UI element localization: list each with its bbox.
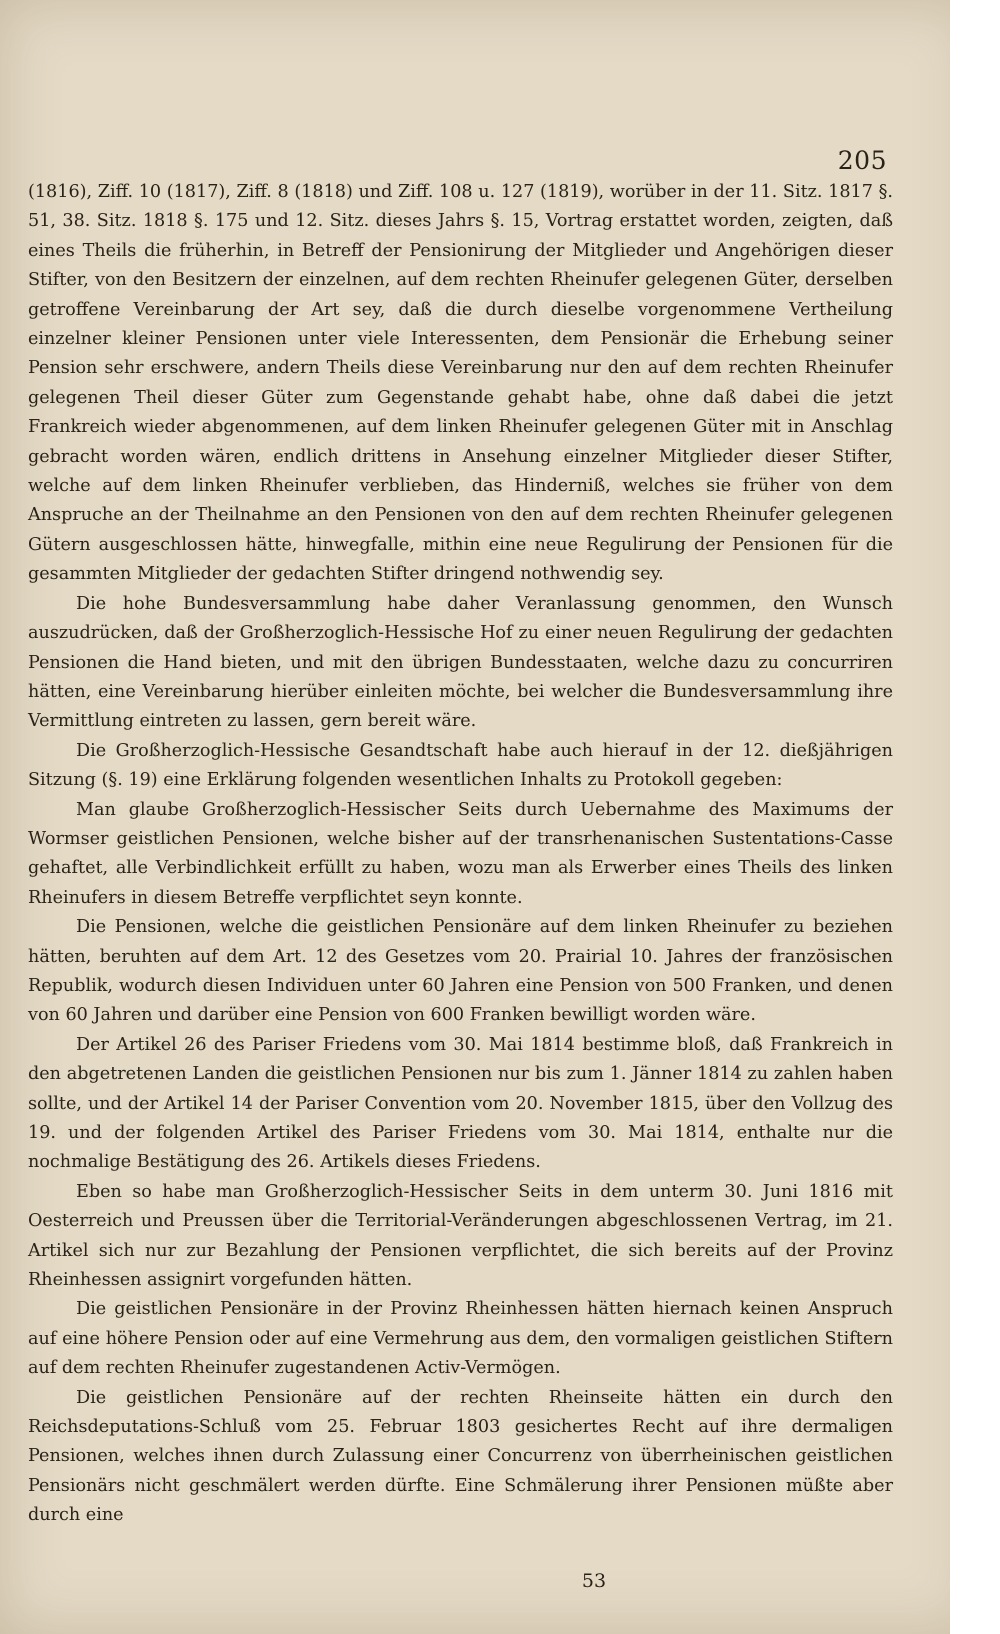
paragraph-1: (1816), Ziff. 10 (1817), Ziff. 8 (1818) und Ziff. 108 u. 127 (1819), worüber in der 11. Sitz. 1817 §. 51, 38. Sitz. 1818 §. 175 und 12. Sitz. dieses Jahrs §. 15, Vortrag erstattet worden, zeigten, daß eines Theils die früherhin, in Betreff der Pensionirung der Mitglieder und Angehörigen dieser Stifter, von den Besitzern der einzelnen, auf dem rechten Rheinufer gelegenen Güter, derselben getroffene Vereinbarung der Art sey, daß die durch dieselbe vorgenommene Vertheilung einzelner kleiner Pensionen unter viele Interessenten, dem Pensionär die Erhebung seiner Pension sehr erschwere, andern Theils diese Vereinbarung nur den auf dem rechten Rheinufer gelegenen Theil dieser Güter zum Gegenstande gehabt habe, ohne daß dabei die jetzt Frankreich wieder abgenommenen, auf dem linken Rheinufer gelegenen Güter mit in Anschlag gebracht worden wären, endlich drittens in Ansehung einzelner Mitglieder dieser Stifter, welche auf dem linken Rheinufer verblieben, das Hinderniß, welches sie früher von dem Anspruche an der Theilnahme an den Pensionen von den auf dem rechten Rheinufer gelegenen Gütern ausgeschlossen hätte, hinwegfalle, mithin eine neue Regulirung der Pensionen für die gesammten Mitglieder der gedachten Stifter dringend nothwendig sey. (28, 182, 893, 585)
page-edge (950, 0, 975, 1634)
paragraph-5: Die Pensionen, welche die geistlichen Pensionäre auf dem linken Rheinufer zu beziehen hätten, beruhten auf dem Art. 12 des Gesetzes vom 20. Prairial 10. Jahres der französischen Republik, wodurch diesen Individuen unter 60 Jahren eine Pension von 500 Franken, und denen von 60 Jahren und darüber eine Pension von 600 Franken bewilligt worden wäre. (28, 917, 893, 1026)
paragraph-9: Die geistlichen Pensionäre auf der rechten Rheinseite hätten ein durch den Reichsdeputations-Schluß vom 25. Februar 1803 gesichertes Recht auf ihre dermaligen Pensionen, welches ihnen durch Zulassung einer Concurrenz von überrheinischen geistlichen Pensionärs nicht geschmälert werden dürfte. Eine Schmälerung ihrer Pensionen müßte aber durch eine (28, 1387, 893, 1526)
paragraph-8: Die geistlichen Pensionäre in der Provinz Rheinhessen hätten hiernach keinen Anspruch auf eine höhere Pension oder auf eine Vermehrung aus dem, den vormaligen geistlichen Stiftern auf dem rechten Rheinufer zugestandenen Activ-Vermögen. (28, 1299, 893, 1379)
paragraph-7: Eben so habe man Großherzoglich-Hessischer Seits in dem unterm 30. Juni 1816 mit Oesterreich und Preussen über die Territorial-Veränderungen abgeschlossenen Vertrag, im 21. Artikel sich nur zur Bezahlung der Pensionen verpflichtet, die sich bereits auf der Provinz Rheinhessen assignirt vorgefunden hätten. (28, 1181, 893, 1291)
signature-mark: 53 (581, 1570, 607, 1592)
page-number: 205 (837, 146, 887, 175)
paragraph-4: Man glaube Großherzoglich-Hessischer Seits durch Uebernahme des Maximums der Wormser geistlichen Pensionen, welche bisher auf der transrhenanischen Sustentations-Casse gehaftet, alle Verbindlichkeit erfüllt zu haben, wozu man als Erwerber eines Theils des linken Rheinufers in diesem Betreffe verpflichtet seyn konnte. (28, 799, 893, 908)
paragraph-2: Die hohe Bundesversammlung habe daher Veranlassung genommen, den Wunsch auszudrücken, daß der Großherzoglich-Hessische Hof zu einer neuen Regulirung der gedachten Pensionen die Hand bieten, und mit den übrigen Bundesstaaten, welche dazu zu concurriren hätten, eine Vereinbarung hierüber einleiten möchte, bei welcher die Bundesversammlung ihre Vermittlung eintreten zu lassen, gern bereit wäre. (28, 593, 893, 732)
paragraph-6: Der Artikel 26 des Pariser Friedens vom 30. Mai 1814 bestimme bloß, daß Frankreich in den abgetretenen Landen die geistlichen Pensionen nur bis zum 1. Jänner 1814 zu zahlen haben sollte, und der Artikel 14 der Pariser Convention vom 20. November 1815, über den Vollzug des 19. und der folgenden Artikel des Pariser Friedens vom 30. Mai 1814, enthalte nur die nochmalige Bestätigung des 26. Artikels dieses Friedens. (28, 1034, 893, 1173)
text-block (28, 178, 893, 1531)
paragraph-3: Die Großherzoglich-Hessische Gesandtschaft habe auch hierauf in der 12. dießjährigen Sitzung (§. 19) eine Erklärung folgenden wesentlichen Inhalts zu Protokoll gegeben: (28, 740, 893, 791)
